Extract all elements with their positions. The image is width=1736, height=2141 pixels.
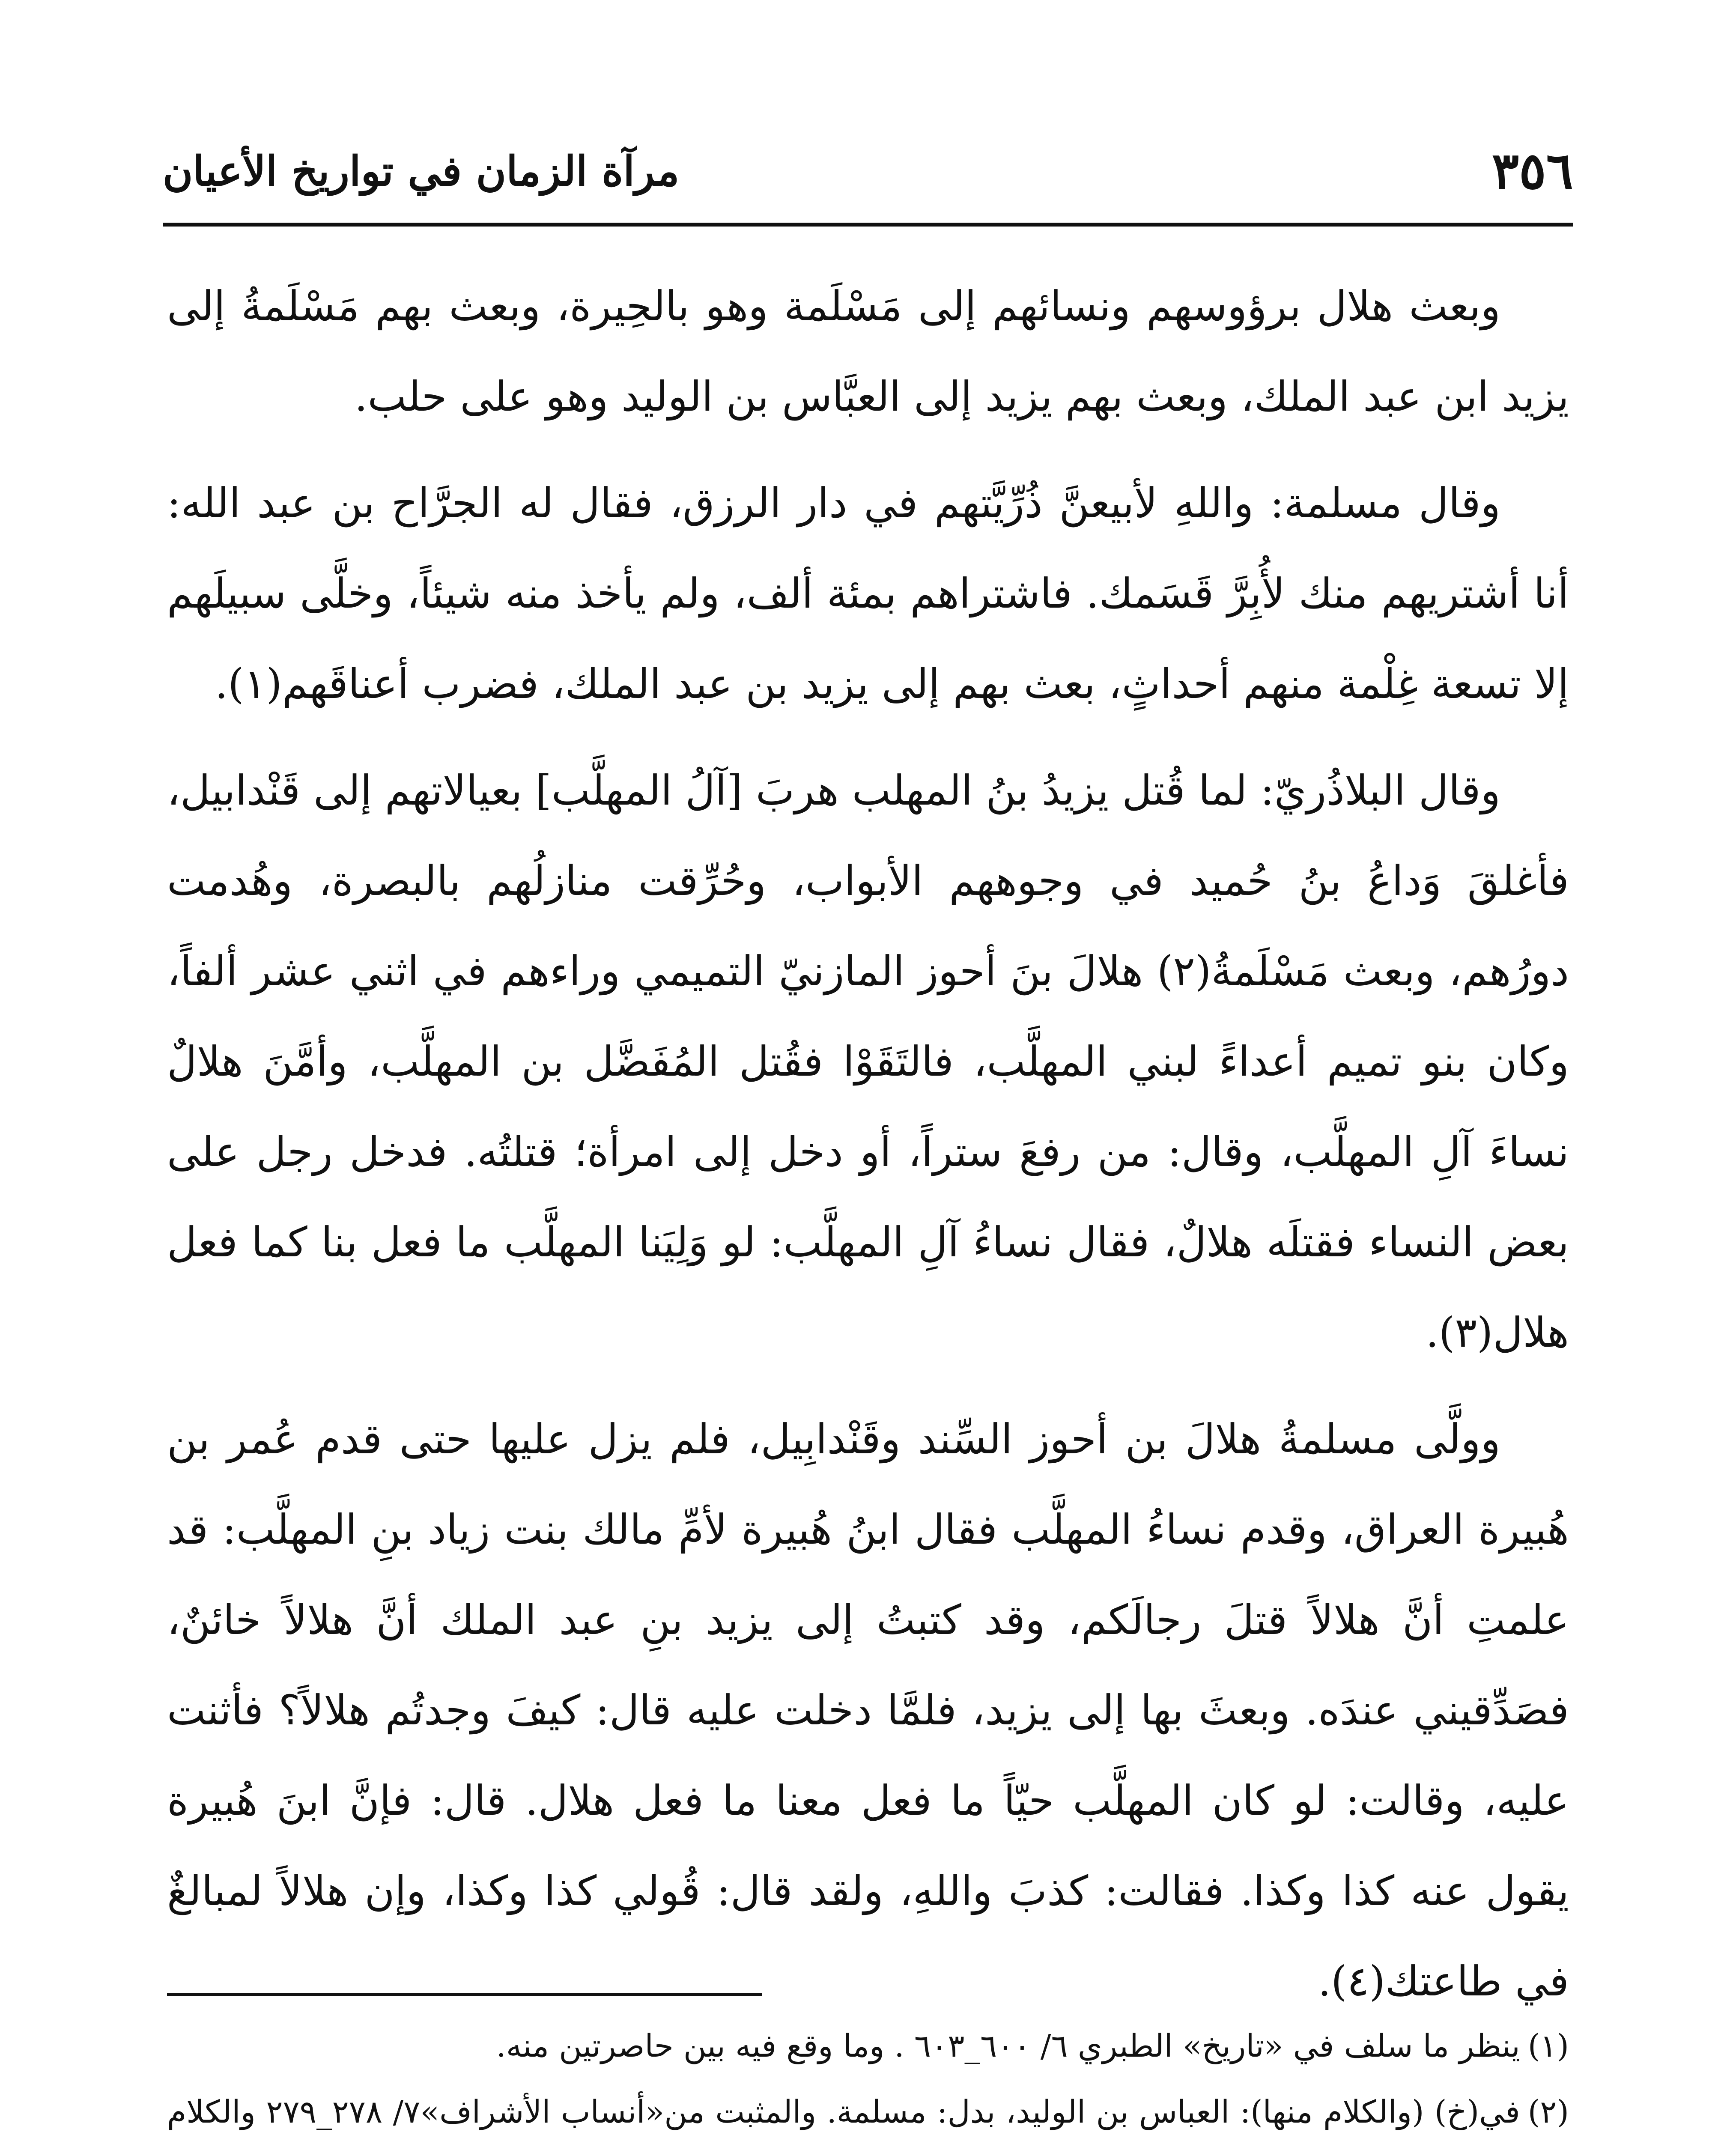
page-header (163, 128, 1573, 214)
footnote-rule (167, 1993, 762, 1996)
main-text (167, 261, 1569, 2043)
footnotes (167, 2021, 1569, 2141)
paragraph: وولَّى مسلمةُ هلالَ بن أحوز السِّند وقَنْدابِيل، فلم يزل عليها حتى قدم عُمر بن هُبيرة العراق، وقدم نساءُ المهلَّب فقال ابنُ هُبيرة لأمِّ مالك بنت زياد بنِ المهلَّب: قد علمتِ أنَّ هلالاً قتلَ رجالَكم، وقد كتبتُ إلى يزيد بنِ عبد الملك أنَّ هلالاً خائنٌ، فصَدِّقيني عندَه. وبعثَ بها إلى يزيد، فلمَّا دخلت عليه قال: كيفَ وجدتُم هلالاً؟ فأثنت عليه، وقالت: لو كان المهلَّب حيّاً ما فعل معنا ما فعل هلال. قال: فإنَّ ابنَ هُبيرة يقول عنه كذا وكذا. فقالت: كذبَ واللهِ، ولقد قال: قُولي كذا وكذا، وإن هلالاً لمبالغٌ في طاعتك(٤). (167, 1415, 1569, 2005)
page-number: ٣٥٦ (1491, 141, 1573, 200)
footnote-text: في(خ) (والكلام منها): العباس بن الوليد، بدل: مسلمة. والمثبت من«أنساب الأشراف»٧/ ٢٧٨_٢٧٩ والكلام (167, 2094, 1520, 2130)
paragraph: وقال البلاذُريّ: لما قُتل يزيدُ بنُ المهلب هربَ [آلُ المهلَّب] بعيالاتهم إلى قَنْدابيل، فأغلقَ وَداعُ بنُ حُميد في وجوههم الأبواب، وحُرِّقت منازلُهم بالبصرة، وهُدمت دورُهم، وبعث مَسْلَمةُ(٢) هلالَ بنَ أحوز المازنيّ التميمي وراءهم في اثني عشر ألفاً، وكان بنو تميم أعداءً لبني المهلَّب، فالتَقَوْا فقُتل المُفَضَّل بن المهلَّب، وأمَّنَ هلالٌ نساءَ آلِ المهلَّب، وقال: من رفعَ ستراً، أو دخل إلى امرأة؛ قتلتُه. فدخل رجل على بعض النساء فقتلَه هلالٌ، فقال نساءُ آلِ المهلَّب: لو وَلِيَنا المهلَّب ما فعل بنا كما فعل هلال(٣). (167, 766, 1569, 1357)
footnote-marker: (١) (1527, 2028, 1569, 2064)
footnote-1 (167, 2021, 1569, 2072)
header-rule (163, 223, 1573, 227)
footnote-text: ينظر ما سلف في «تاريخ» الطبري ٦/ ٦٠٠_٦٠٣ . وما وقع فيه بين حاصرتين منه. (496, 2028, 1520, 2064)
footnote-2 (167, 2087, 1569, 2141)
paragraph: وبعث هلال برؤوسهم ونسائهم إلى مَسْلَمة وهو بالحِيرة، وبعث بهم مَسْلَمةُ إلى يزيد ابن عبد الملك، وبعث بهم يزيد إلى العبَّاس بن الوليد وهو على حلب. (167, 282, 1569, 420)
running-title: مرآة الزمان في تواريخ الأعيان (163, 147, 680, 195)
footnote-marker: (٢) (1527, 2094, 1569, 2130)
paragraph: وقال مسلمة: واللهِ لأبيعنَّ ذُرِّيَّتهم في دار الرزق، فقال له الجرَّاح بن عبد الله: أنا أشتريهم منك لأُبِرَّ قَسَمك. فاشتراهم بمئة ألف، ولم يأخذ منه شيئاً، وخلَّى سبيلَهم إلا تسعة غِلْمة منهم أحداثٍ، بعث بهم إلى يزيد بن عبد الملك، فضرب أعناقَهم(١). (167, 479, 1569, 708)
